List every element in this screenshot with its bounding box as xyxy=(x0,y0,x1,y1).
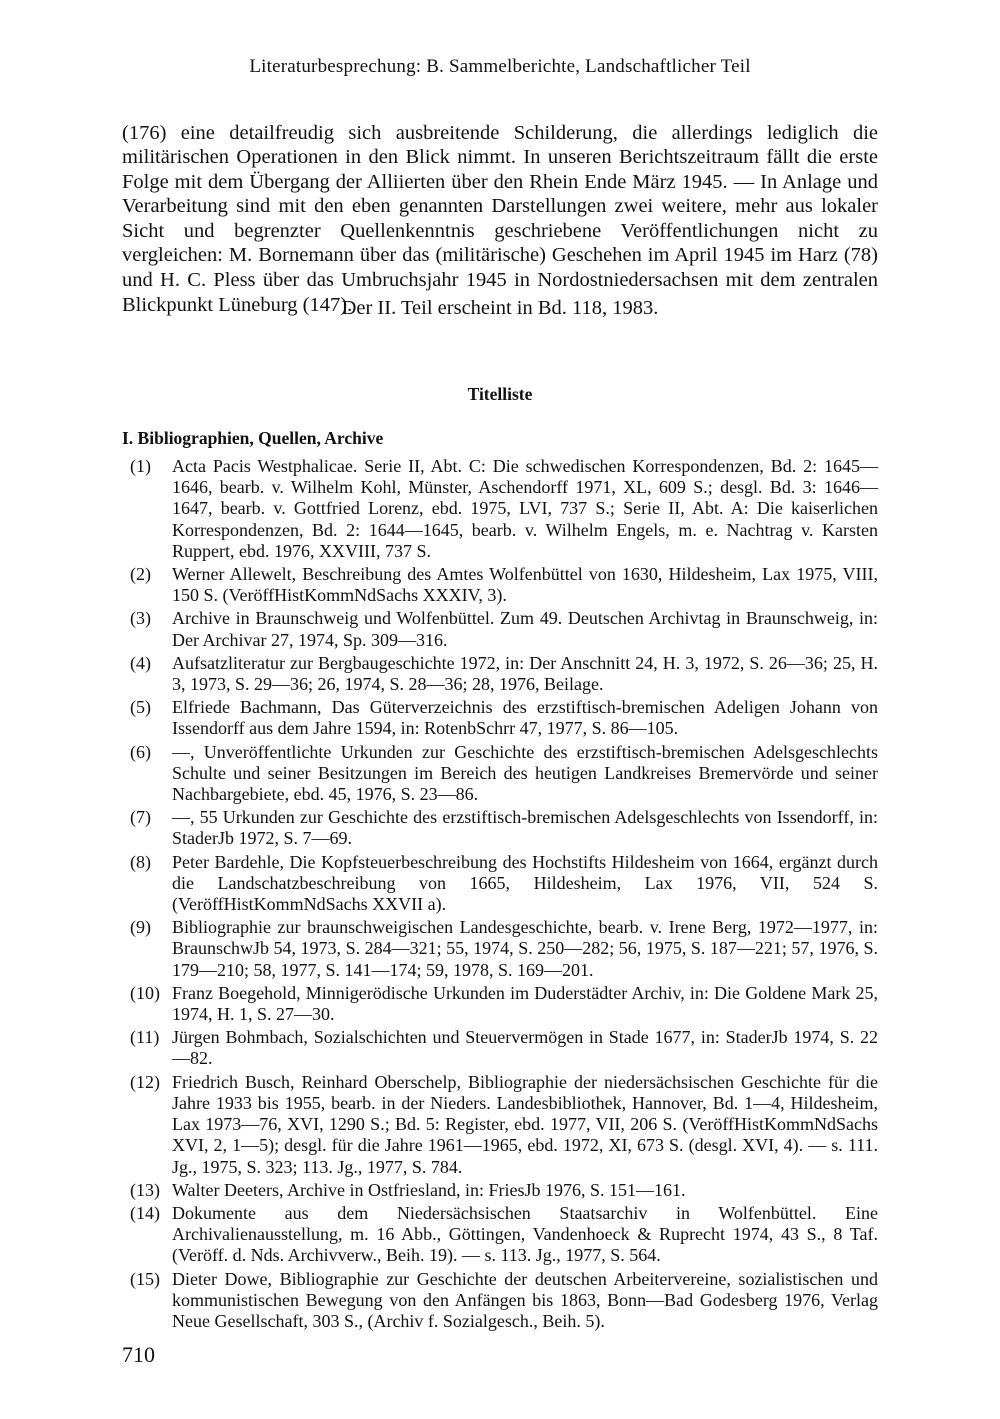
bibliography-entry xyxy=(130,983,878,1025)
entry-number: (14) xyxy=(130,1202,160,1223)
page-number: 710 xyxy=(122,1342,155,1367)
entry-text: Franz Boegehold, Minnigerödische Urkunden im Duderstädter Archiv, in: Die Goldene Mark 25, 1974, H. 1, S. 27—30. xyxy=(172,982,878,1025)
bibliography-entry xyxy=(130,1072,878,1178)
bibliography-entry xyxy=(130,742,878,806)
bibliography-entry xyxy=(130,852,878,916)
list-title: Titelliste xyxy=(467,384,533,404)
entry-number: (3) xyxy=(130,608,151,629)
bibliography-list xyxy=(130,456,878,1334)
bibliography-entry xyxy=(130,608,878,650)
entry-number: (9) xyxy=(130,917,151,938)
bibliography-entry xyxy=(130,564,878,606)
running-head: Literaturbesprechung: B. Sammelberichte, Landschaftlicher Teil xyxy=(249,56,751,77)
entry-number: (11) xyxy=(130,1027,160,1048)
bibliography-entry xyxy=(130,1027,878,1069)
entry-text: Jürgen Bohmbach, Sozialschichten und Steuervermögen in Stade 1677, in: StaderJb 1974, S. 22—82. xyxy=(172,1027,878,1069)
entry-text: —, Unveröffentlichte Urkunden zur Geschichte des erzstiftisch-bremischen Adelsgeschlechts Schulte und seiner Besitzungen im Bereich des heutigen Landkreises Bremervörde und seiner Nachbargebiete, ebd. 45, 1976, S. 23—86. xyxy=(172,741,878,805)
entry-number: (15) xyxy=(130,1268,160,1289)
entry-text: Aufsatzliteratur zur Bergbaugeschichte 1972, in: Der Anschnitt 24, H. 3, 1972, S. 26—36; 25, H. 3, 1973, S. 29—36; 26, 1974, S. 28—36; 28, 1976, Beilage. xyxy=(172,652,878,695)
entry-number: (13) xyxy=(130,1179,160,1200)
bibliography-entry xyxy=(130,917,878,981)
entry-number: (7) xyxy=(130,807,151,828)
entry-text: Friedrich Busch, Reinhard Oberschelp, Bibliographie der niedersächsischen Geschichte für die Jahre 1933 bis 1955, bearb. in der Nieders. Landesbibliothek, Hannover, Bd. 1—4, Hildesheim, Lax 1973—76, XVI, 1290 S.; Bd. 5: Register, ebd. 1977, VII, 206 S. (VeröffHistKommNdSachs XVI, 2, 1—5); desgl. für die Jahre 1961—1965, ebd. 1972, XI, 673 S. (desgl. XVI, 4). — s. 111. Jg., 1975, S. 323; 113. Jg., 1977, S. 784. xyxy=(172,1071,878,1177)
entry-number: (8) xyxy=(130,851,151,872)
bibliography-entry xyxy=(130,807,878,849)
bibliography-entry xyxy=(130,1203,878,1267)
entry-number: (12) xyxy=(130,1071,160,1092)
bibliography-entry xyxy=(130,697,878,739)
entry-number: (6) xyxy=(130,741,151,762)
entry-number: (1) xyxy=(130,456,151,476)
entry-text: Elfriede Bachmann, Das Güterverzeichnis des erzstiftisch-bremischen Adeligen Johann von Issendorff aus dem Jahre 1594, in: RotenbSchrr 47, 1977, S. 86—105. xyxy=(172,697,878,739)
entry-number: (2) xyxy=(130,564,151,585)
entry-number: (4) xyxy=(130,652,151,673)
bibliography-entry xyxy=(130,1269,878,1333)
entry-text: Peter Bardehle, Die Kopfsteuerbeschreibung des Hochstifts Hildesheim von 1664, ergänzt durch die Landschatzbeschreibung von 1665, Hildesheim, Lax 1976, VII, 524 S. (VeröffHistKommNdSachs XXVII a). xyxy=(172,851,878,915)
entry-number: (5) xyxy=(130,697,151,718)
continuation-note: Der II. Teil erscheint in Bd. 118, 1983. xyxy=(341,297,659,319)
entry-text: Acta Pacis Westphalicae. Serie II, Abt. C: Die schwedischen Korrespondenzen, Bd. 2: 1645—1646, bearb. v. Wilhelm Kohl, Münster, Aschendorff 1971, XL, 609 S.; desgl. Bd. 3: 1646—1647, bearb. v. Gottfried Lorenz, ebd. 1975, LVI, 737 S.; Serie II, Abt. A: Die kaiserlichen Korrespondenzen, Bd. 2: 1644—1645, bearb. v. Wilhelm Engels, m. e. Nachtrag v. Karsten Ruppert, ebd. 1976, XXVIII, 737 S. xyxy=(172,456,878,561)
entry-text: Dieter Dowe, Bibliographie zur Geschichte der deutschen Arbeitervereine, sozialistischen und kommunistischen Bewegung von den Anfängen bis 1863, Bonn—Bad Godesberg 1976, Verlag Neue Gesellschaft, 303 S., (Archiv f. Sozialgesch., Beih. 5). xyxy=(172,1268,878,1331)
bibliography-entry xyxy=(130,1180,878,1201)
bibliography-entry xyxy=(130,456,878,562)
entry-text: Bibliographie zur braunschweigischen Landesgeschichte, bearb. v. Irene Berg, 1972—1977, in: BraunschwJb 54, 1973, S. 284—321; 55, 1974, S. 250—282; 56, 1975, S. 187—221; 57, 1976, S. 179—210; 58, 1977, S. 141—174; 59, 1978, S. 169—201. xyxy=(172,917,878,980)
bibliography-entry xyxy=(130,653,878,695)
entry-text: Walter Deeters, Archive in Ostfriesland, in: FriesJb 1976, S. 151—161. xyxy=(172,1179,686,1200)
entry-number: (10) xyxy=(130,982,160,1003)
entry-text: Dokumente aus dem Niedersächsischen Staatsarchiv in Wolfenbüttel. Eine Archivalienausstellung, m. 16 Abb., Göttingen, Vandenhoeck & Ruprecht 1974, 43 S., 8 Taf. (Veröff. d. Nds. Archivverw., Beih. 19). — s. 113. Jg., 1977, S. 564. xyxy=(172,1202,878,1266)
entry-text: —, 55 Urkunden zur Geschichte des erzstiftisch-bremischen Adelsgeschlechts von Issendorff, in: StaderJb 1972, S. 7—69. xyxy=(172,807,878,849)
entry-text: Archive in Braunschweig und Wolfenbüttel. Zum 49. Deutschen Archivtag in Braunschweig, in: Der Archivar 27, 1974, Sp. 309—316. xyxy=(172,608,878,650)
section-heading: I. Bibliographien, Quellen, Archive xyxy=(122,428,384,448)
entry-text: Werner Allewelt, Beschreibung des Amtes Wolfenbüttel von 1630, Hildesheim, Lax 1975, VIII, 150 S. (VeröffHistKommNdSachs XXXIV, 3). xyxy=(172,564,878,606)
intro-paragraph: (176) eine detailfreudig sich ausbreitende Schilderung, die allerdings lediglich die militärischen Operationen in den Blick nimmt. In unseren Berichtszeitraum fällt die erste Folge mit dem Übergang der Alliierten über den Rhein Ende März 1945. — In Anlage und Verarbeitung sind mit den eben genannten Darstellungen zwei weitere, mehr aus lokaler Sicht und begrenzter Quellenkenntnis geschriebene Veröffentlichungen nicht zu vergleichen: M. Bornemann über das (militärische) Geschehen im April 1945 im Harz (78) und H. C. Pless über das Umbruchsjahr 1945 in Nordostniedersachsen mit dem zentralen Blickpunkt Lüneburg (147). xyxy=(122,121,878,316)
